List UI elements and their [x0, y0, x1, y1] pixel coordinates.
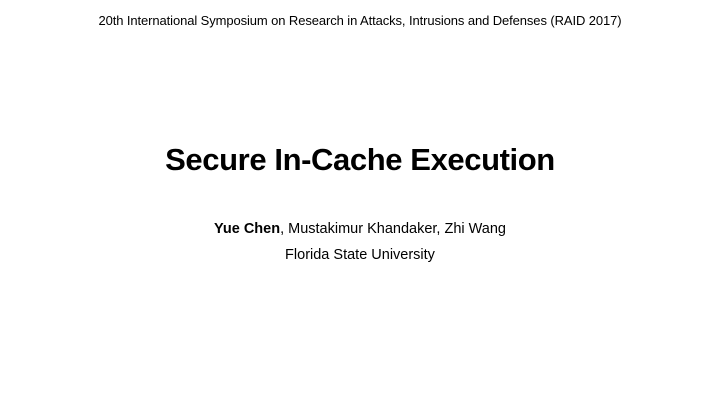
author-line	[0, 219, 720, 239]
conference-header: 20th International Symposium on Research in Attacks, Intrusions and Defenses (RAID 2017)	[98, 13, 622, 28]
affiliation: Florida State University	[285, 247, 435, 263]
slide-title: Secure In-Cache Execution	[165, 142, 555, 177]
coauthor-names: , Mustakimur Khandaker, Zhi Wang	[280, 221, 506, 237]
presenter-name: Yue Chen	[214, 221, 281, 237]
